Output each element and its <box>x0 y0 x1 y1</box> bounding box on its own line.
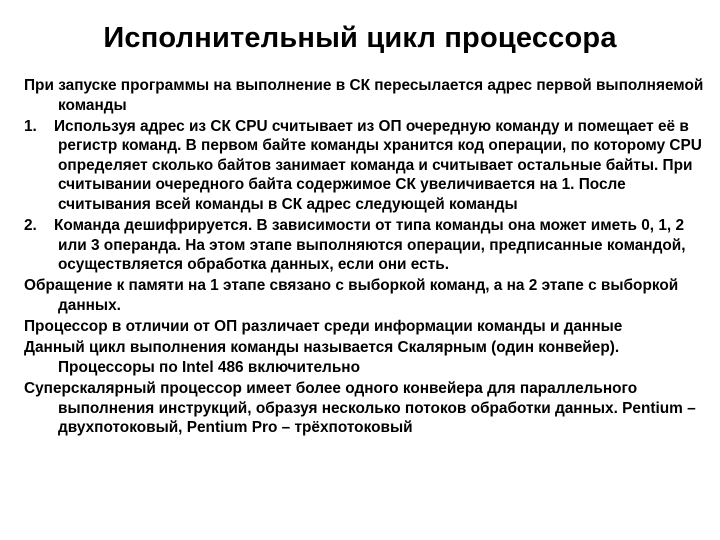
paragraph-text: Обращение к памяти на 1 этапе связано с выборкой команд, а на 2 этапе с выборкой данных. <box>24 277 679 315</box>
paragraph-scalar <box>24 338 704 377</box>
paragraph-intro <box>24 76 704 115</box>
paragraph-text: Процессор в отличии от ОП различает среди информации команды и данные <box>24 318 623 336</box>
slide-body <box>24 76 704 439</box>
list-number: 1. <box>24 117 37 135</box>
paragraph-superscalar <box>24 379 704 438</box>
paragraph-step-1 <box>24 117 704 215</box>
paragraph-text: Команда дешифрируется. В зависимости от типа команды она может иметь 0, 1, 2 или 3 операнда. На этом этапе выполняются операции, предписанные командой, осуществляется обработка данных, если они есть. <box>54 217 686 274</box>
paragraph-step-2 <box>24 216 704 275</box>
paragraph-text: Данный цикл выполнения команды называется Скалярным (один конвейер). Процессоры по Intel 486 включительно <box>24 339 620 376</box>
paragraph-memory-access <box>24 276 704 315</box>
paragraph-commands-data <box>24 317 704 337</box>
paragraph-text: При запуске программы на выполнение в СК пересылается адрес первой выполняемой команды <box>24 77 704 114</box>
paragraph-text: Используя адрес из СК CPU считывает из ОП очередную команду и помещает её в регистр команд. В первом байте команды хранится код операции, по которому CPU определяет сколько байтов занимает команда и считывает остальные байты. При считывании очередного байта содержимое СК увеличивается на 1. После считывания всей команды в СК адрес следующей команды <box>54 117 702 214</box>
paragraph-text: Суперскалярный процессор имеет более одного конвейера для параллельного выполнения инструкций, образуя несколько потоков обработки данных. Pentium – двухпотоковый, Pentium Pro – трёхпотоковый <box>24 379 696 437</box>
slide-title: Исполнительный цикл процессора <box>103 22 617 54</box>
list-number: 2. <box>24 217 37 235</box>
